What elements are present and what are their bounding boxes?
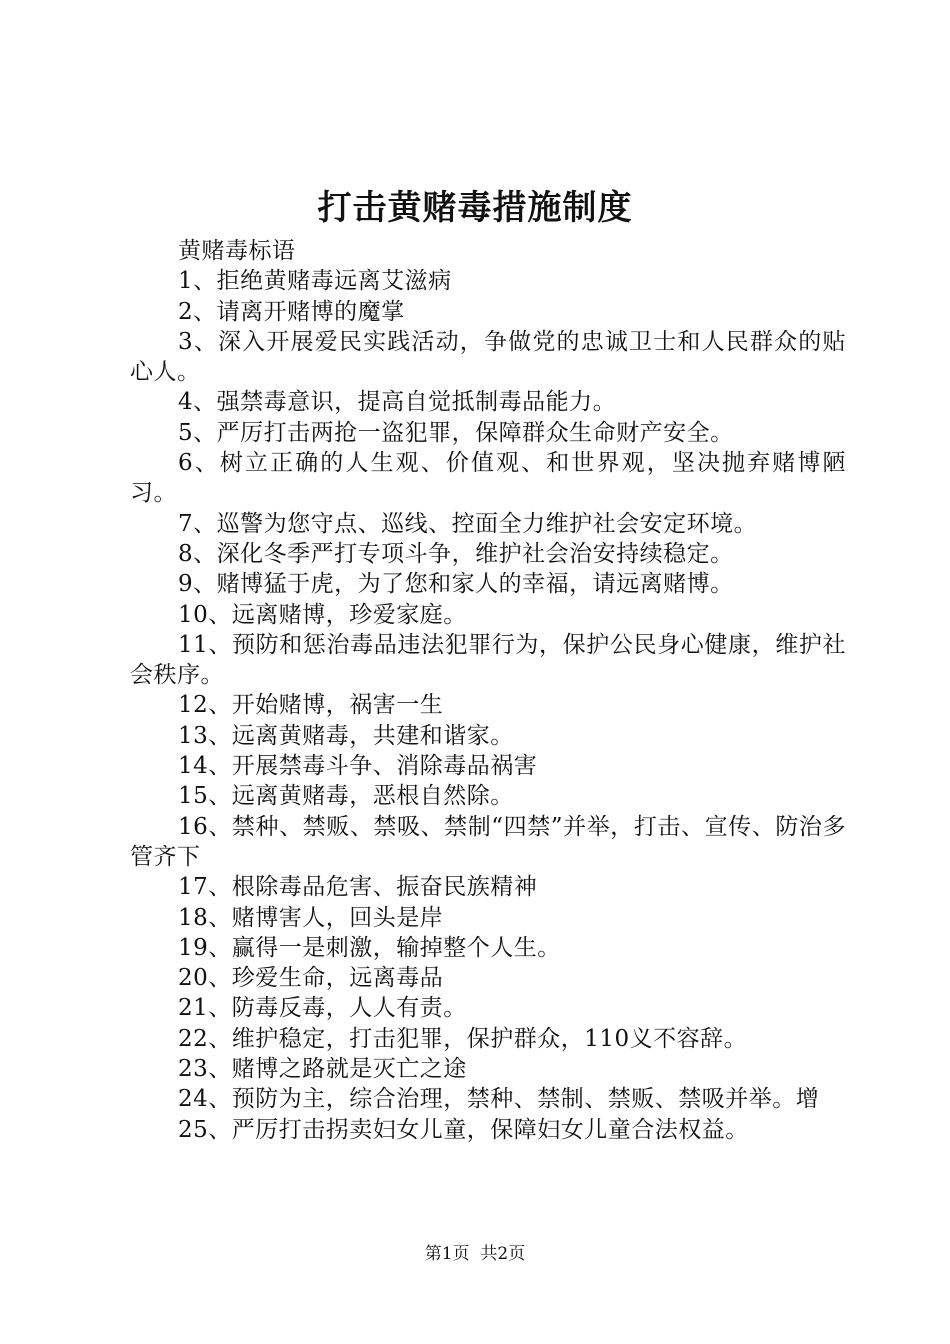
document-paragraph: 1、拒绝黄赌毒远离艾滋病 <box>178 268 452 295</box>
document-paragraph: 17、根除毒品危害、振奋民族精神 <box>178 874 538 901</box>
page-number: 第1页 共2页 <box>424 1244 526 1264</box>
document-paragraph: 7、巡警为您守点、巡线、控面全力维护社会安定环境。 <box>178 510 758 537</box>
document-paragraph: 12、开始赌博，祸害一生 <box>178 692 444 719</box>
document-paragraph: 黄赌毒标语 <box>178 238 296 264</box>
document-paragraph: 25、严厉打击拐卖妇女儿童，保障妇女儿童合法权益。 <box>178 1116 749 1143</box>
document-paragraph: 6、树立正确的人生观、价值观、和世界观，坚决抛弃赌博陋习。 <box>130 450 846 507</box>
document-paragraph: 14、开展禁毒斗争、消除毒品祸害 <box>178 753 538 780</box>
document-paragraph: 19、赢得一是刺激，输掉整个人生。 <box>178 934 561 961</box>
document-paragraph: 20、珍爱生命，远离毒品 <box>178 965 444 992</box>
document-paragraph: 23、赌博之路就是灭亡之途 <box>178 1056 467 1083</box>
document-paragraph: 4、强禁毒意识，提高自觉抵制毒品能力。 <box>178 389 617 416</box>
document-paragraph: 13、远离黄赌毒，共建和谐家。 <box>178 722 514 749</box>
document-paragraph: 15、远离黄赌毒，恶根自然除。 <box>178 783 514 810</box>
document-title: 打击黄赌毒措施制度 <box>317 188 633 228</box>
document-paragraph: 2、请离开赌博的魔掌 <box>178 298 405 325</box>
document-paragraph: 16、禁种、禁贩、禁吸、禁制“四禁”并举，打击、宣传、防治多管齐下 <box>130 813 846 870</box>
page-footer <box>0 1242 950 1266</box>
document-paragraph: 10、远离赌博，珍爱家庭。 <box>178 601 467 628</box>
document-paragraph: 11、预防和惩治毒品违法犯罪行为，保护公民身心健康，维护社会秩序。 <box>130 631 846 689</box>
document-paragraph: 3、深入开展爱民实践活动，争做党的忠诚卫士和人民群众的贴心人。 <box>130 328 846 386</box>
document-paragraph: 22、维护稳定，打击犯罪，保护群众，110义不容辞。 <box>178 1025 748 1052</box>
document-paragraph: 21、防毒反毒，人人有责。 <box>178 995 467 1022</box>
document-paragraph: 8、深化冬季严打专项斗争，维护社会治安持续稳定。 <box>178 540 734 567</box>
document-paragraph: 5、严厉打击两抢一盗犯罪，保障群众生命财产安全。 <box>178 419 734 446</box>
document-paragraph: 24、预防为主，综合治理，禁种、禁制、禁贩、禁吸并举。增 <box>178 1086 820 1113</box>
document-body <box>130 236 846 1145</box>
document-paragraph: 18、赌博害人，回头是岸 <box>178 904 444 931</box>
document-paragraph: 9、赌博猛于虎，为了您和家人的幸福，请远离赌博。 <box>178 571 734 598</box>
